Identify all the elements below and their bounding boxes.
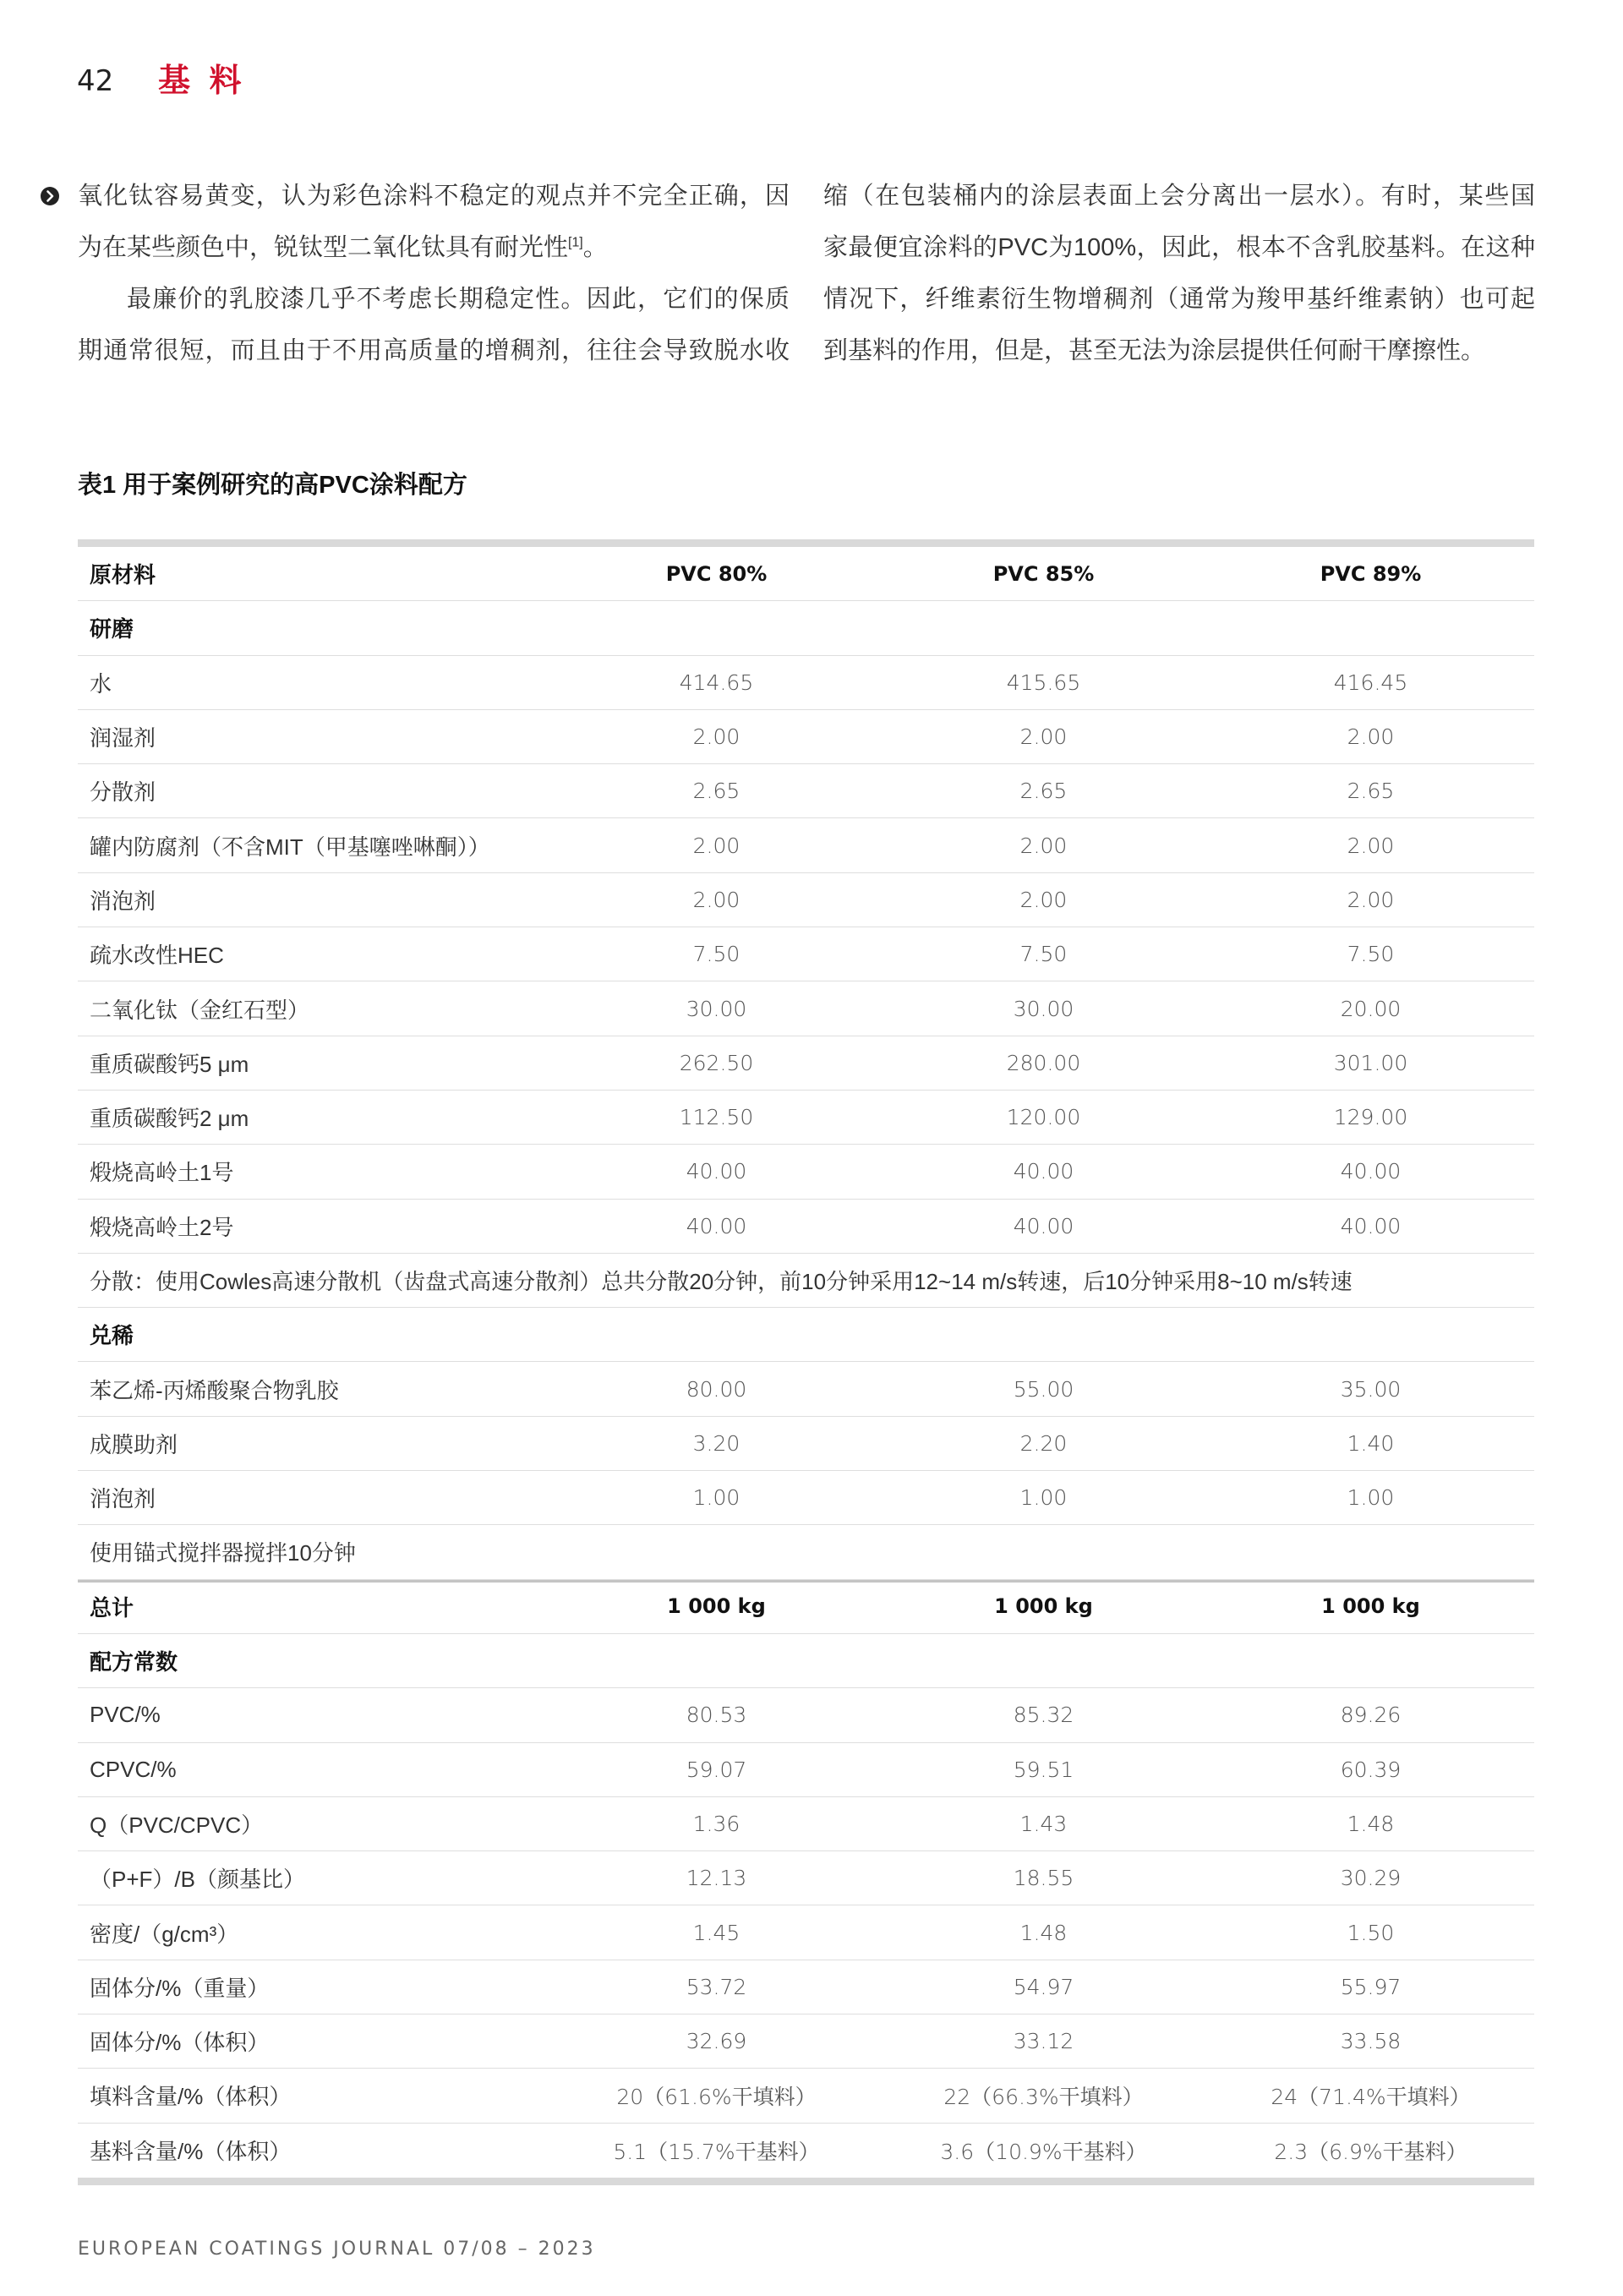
row-label: 研磨	[90, 616, 134, 642]
table-row	[78, 2124, 1534, 2178]
cell-value-pvc89: 35.00	[1340, 1376, 1402, 1402]
row-label: 重质碳酸钙2 μm	[90, 1106, 249, 1132]
cell-value-pvc85: 33.12	[1013, 2029, 1074, 2054]
cell-value-pvc80: 80.00	[686, 1376, 747, 1402]
table-header-row	[78, 547, 1534, 601]
cell-value-pvc85: 1.48	[1019, 1920, 1068, 1945]
row-label: CPVC/%	[90, 1756, 177, 1782]
body-line: 到基料的作用，但是，甚至无法为涂层提供任何耐干摩擦性。	[823, 337, 1486, 364]
section-row	[78, 1634, 1534, 1688]
cell-value-pvc85: 55.00	[1013, 1376, 1074, 1402]
table-row	[78, 1145, 1534, 1199]
body-line: 最廉价的乳胶漆几乎不考虑长期稳定性。因此，它们的保质	[127, 286, 790, 313]
cell-value-pvc85: 59.51	[1013, 1757, 1074, 1782]
cell-value-pvc89: 60.39	[1340, 1757, 1402, 1782]
cell-value-pvc85: 2.00	[1019, 833, 1068, 858]
cell-value-pvc89: 24（71.4%干填料）	[1271, 2084, 1471, 2109]
cell-value-pvc85: 40.00	[1013, 1213, 1074, 1238]
section-row	[78, 601, 1534, 655]
page-number: 42	[77, 64, 114, 98]
row-label: 重质碳酸钙5 μm	[90, 1051, 249, 1077]
cell-value-pvc85: 2.20	[1019, 1430, 1068, 1456]
citation-ref: [1]	[568, 235, 583, 250]
cell-value-pvc80: 262.50	[679, 1050, 754, 1075]
cell-value-pvc89: 2.00	[1347, 833, 1395, 858]
cell-value-pvc80: 2.00	[692, 833, 740, 858]
cell-value-pvc89: 1 000 kg	[1321, 1594, 1420, 1619]
cell-value-pvc89: 1.00	[1347, 1485, 1395, 1511]
row-label: 分散剂	[90, 779, 156, 806]
cell-value-pvc89: 2.00	[1347, 887, 1395, 912]
row-label: 填料含量/%（体积）	[90, 2084, 292, 2110]
table-row	[78, 656, 1534, 710]
table-row	[78, 1688, 1534, 1742]
cell-value-pvc85: 85.32	[1013, 1703, 1074, 1728]
cell-value-pvc80: 3.20	[692, 1430, 740, 1456]
table-row	[78, 1091, 1534, 1145]
row-label: 兑稀	[90, 1323, 134, 1349]
cell-value-pvc85: 18.55	[1013, 1866, 1074, 1891]
row-note: 使用锚式搅拌器搅拌10分钟	[90, 1540, 356, 1566]
cell-value-pvc89: 129.00	[1333, 1105, 1408, 1130]
cell-value-pvc85: 2.00	[1019, 887, 1068, 912]
section-row	[78, 1308, 1534, 1362]
row-label: 润湿剂	[90, 725, 156, 752]
cell-value-pvc85: 40.00	[1013, 1159, 1074, 1184]
cell-value-pvc80: 1.45	[692, 1920, 740, 1945]
table-row	[78, 2014, 1534, 2069]
cell-value-pvc80: 112.50	[679, 1105, 754, 1130]
body-left-column	[78, 171, 790, 377]
header-pvc85: PVC 85%	[992, 561, 1095, 586]
arrow-circle-icon	[40, 186, 60, 206]
table-row	[78, 1960, 1534, 2014]
table-row	[78, 818, 1534, 872]
body-line-end: 。	[582, 234, 608, 261]
cell-value-pvc80: 32.69	[686, 2029, 747, 2054]
cell-value-pvc85: 415.65	[1006, 670, 1081, 695]
table-row	[78, 1417, 1534, 1471]
table-row	[78, 710, 1534, 764]
row-label: 固体分/%（重量）	[90, 1975, 270, 2001]
cell-value-pvc85: 2.00	[1019, 724, 1068, 750]
cell-value-pvc89: 2.3（6.9%干基料）	[1274, 2139, 1467, 2164]
cell-value-pvc89: 89.26	[1340, 1703, 1402, 1728]
row-label: 罐内防腐剂（不含MIT（甲基噻唑啉酮））	[90, 834, 490, 860]
cell-value-pvc85: 1.00	[1019, 1485, 1068, 1511]
table-row	[78, 1471, 1534, 1525]
row-label: Q（PVC/CPVC）	[90, 1812, 264, 1838]
table-row	[78, 1905, 1534, 1960]
cell-value-pvc85: 2.65	[1019, 779, 1068, 804]
cell-value-pvc80: 1.00	[692, 1485, 740, 1511]
cell-value-pvc89: 40.00	[1340, 1159, 1402, 1184]
cell-value-pvc89: 2.65	[1347, 779, 1395, 804]
cell-value-pvc80: 414.65	[679, 670, 754, 695]
cell-value-pvc89: 30.29	[1340, 1866, 1402, 1891]
journal-footer: EUROPEAN COATINGS JOURNAL 07/08 – 2023	[78, 2239, 596, 2260]
row-note: 分散：使用Cowles高速分散机（齿盘式高速分散剂）总共分散20分钟，前10分钟采用12~14 m/s转速，后10分钟采用8~10 m/s转速	[90, 1269, 1352, 1294]
cell-value-pvc85: 30.00	[1013, 996, 1074, 1021]
header-label-raw-material: 原材料	[90, 562, 156, 588]
cell-value-pvc89: 416.45	[1333, 670, 1408, 695]
body-line-text: 为在某些颜色中，锐钛型二氧化钛具有耐光性	[78, 234, 569, 261]
body-line: 期通常很短，而且由于不用高质量的增稠剂，往往会导致脱水收	[78, 337, 790, 364]
body-line	[78, 222, 790, 274]
cell-value-pvc80: 1.36	[692, 1811, 740, 1836]
table-row	[78, 1200, 1534, 1254]
row-label: 煅烧高岭土1号	[90, 1160, 234, 1186]
cell-value-pvc80: 40.00	[686, 1213, 747, 1238]
cell-value-pvc85: 1 000 kg	[994, 1594, 1093, 1619]
body-line: 缩（在包装桶内的涂层表面上会分离出一层水）。有时，某些国	[823, 183, 1535, 210]
cell-value-pvc80: 12.13	[686, 1866, 747, 1891]
cell-value-pvc80: 30.00	[686, 996, 747, 1021]
header-pvc80: PVC 80%	[665, 561, 768, 586]
row-label: 成膜助剂	[90, 1431, 178, 1457]
body-line: 氧化钛容易黄变，认为彩色涂料不稳定的观点并不完全正确，因	[78, 183, 790, 210]
cell-value-pvc89: 20.00	[1340, 996, 1402, 1021]
cell-value-pvc89: 2.00	[1347, 724, 1395, 750]
cell-value-pvc80: 53.72	[686, 1974, 747, 1999]
table-row	[78, 2069, 1534, 2123]
row-label: 密度/（g/cm³）	[90, 1921, 239, 1947]
row-label: 配方常数	[90, 1649, 178, 1676]
row-label: 总计	[90, 1594, 134, 1621]
cell-value-pvc80: 5.1（15.7%干基料）	[613, 2139, 820, 2164]
table-row	[78, 1362, 1534, 1416]
cell-value-pvc80: 2.00	[692, 724, 740, 750]
body-right-column	[823, 171, 1535, 377]
cell-value-pvc89: 40.00	[1340, 1213, 1402, 1238]
cell-value-pvc85: 22（66.3%干填料）	[943, 2084, 1144, 2109]
note-row	[78, 1254, 1534, 1308]
row-label: 苯乙烯-丙烯酸聚合物乳胶	[90, 1377, 339, 1403]
row-label: 固体分/%（体积）	[90, 2030, 270, 2056]
cell-value-pvc80: 1 000 kg	[667, 1594, 766, 1619]
table-row	[78, 927, 1534, 981]
cell-value-pvc89: 301.00	[1333, 1050, 1408, 1075]
cell-value-pvc80: 2.65	[692, 779, 740, 804]
total-row	[78, 1580, 1534, 1634]
cell-value-pvc80: 7.50	[692, 942, 740, 967]
row-label: 水	[90, 670, 112, 697]
cell-value-pvc89: 1.48	[1347, 1811, 1395, 1836]
cell-value-pvc80: 80.53	[686, 1703, 747, 1728]
table-row	[78, 1797, 1534, 1851]
cell-value-pvc89: 1.50	[1347, 1920, 1395, 1945]
cell-value-pvc85: 1.43	[1019, 1811, 1068, 1836]
section-title: 基 料	[158, 63, 247, 99]
row-label: 消泡剂	[90, 888, 156, 914]
row-label: 二氧化钛（金红石型）	[90, 997, 310, 1023]
table-row	[78, 764, 1534, 818]
row-label: （P+F）/B（颜基比）	[90, 1867, 305, 1893]
cell-value-pvc85: 3.6（10.9%干基料）	[940, 2139, 1147, 2164]
table-row	[78, 1743, 1534, 1797]
cell-value-pvc85: 7.50	[1019, 942, 1068, 967]
cell-value-pvc89: 55.97	[1340, 1974, 1402, 1999]
cell-value-pvc80: 20（61.6%干填料）	[616, 2084, 817, 2109]
cell-value-pvc89: 7.50	[1347, 942, 1395, 967]
note-row	[78, 1525, 1534, 1579]
table-row	[78, 1851, 1534, 1905]
cell-value-pvc80: 59.07	[686, 1757, 747, 1782]
row-label: 基料含量/%（体积）	[90, 2139, 292, 2165]
cell-value-pvc85: 280.00	[1006, 1050, 1081, 1075]
row-label: 煅烧高岭土2号	[90, 1214, 234, 1240]
body-line: 家最便宜涂料的PVC为100%，因此，根本不含乳胶基料。在这种	[823, 234, 1535, 261]
cell-value-pvc80: 2.00	[692, 887, 740, 912]
cell-value-pvc80: 40.00	[686, 1159, 747, 1184]
formulation-table	[78, 539, 1534, 2185]
cell-value-pvc85: 54.97	[1013, 1974, 1074, 1999]
row-label: 消泡剂	[90, 1486, 156, 1512]
table-caption: 表1 用于案例研究的高PVC涂料配方	[78, 472, 467, 499]
cell-value-pvc85: 120.00	[1006, 1105, 1081, 1130]
table-row	[78, 1036, 1534, 1091]
header-pvc89: PVC 89%	[1320, 561, 1422, 586]
body-line: 情况下，纤维素衍生物增稠剂（通常为羧甲基纤维素钠）也可起	[823, 286, 1535, 313]
row-label: 疏水改性HEC	[90, 943, 224, 969]
table-row	[78, 981, 1534, 1036]
cell-value-pvc89: 33.58	[1340, 2029, 1402, 2054]
row-label: PVC/%	[90, 1702, 161, 1728]
cell-value-pvc89: 1.40	[1347, 1430, 1395, 1456]
table-row	[78, 873, 1534, 927]
